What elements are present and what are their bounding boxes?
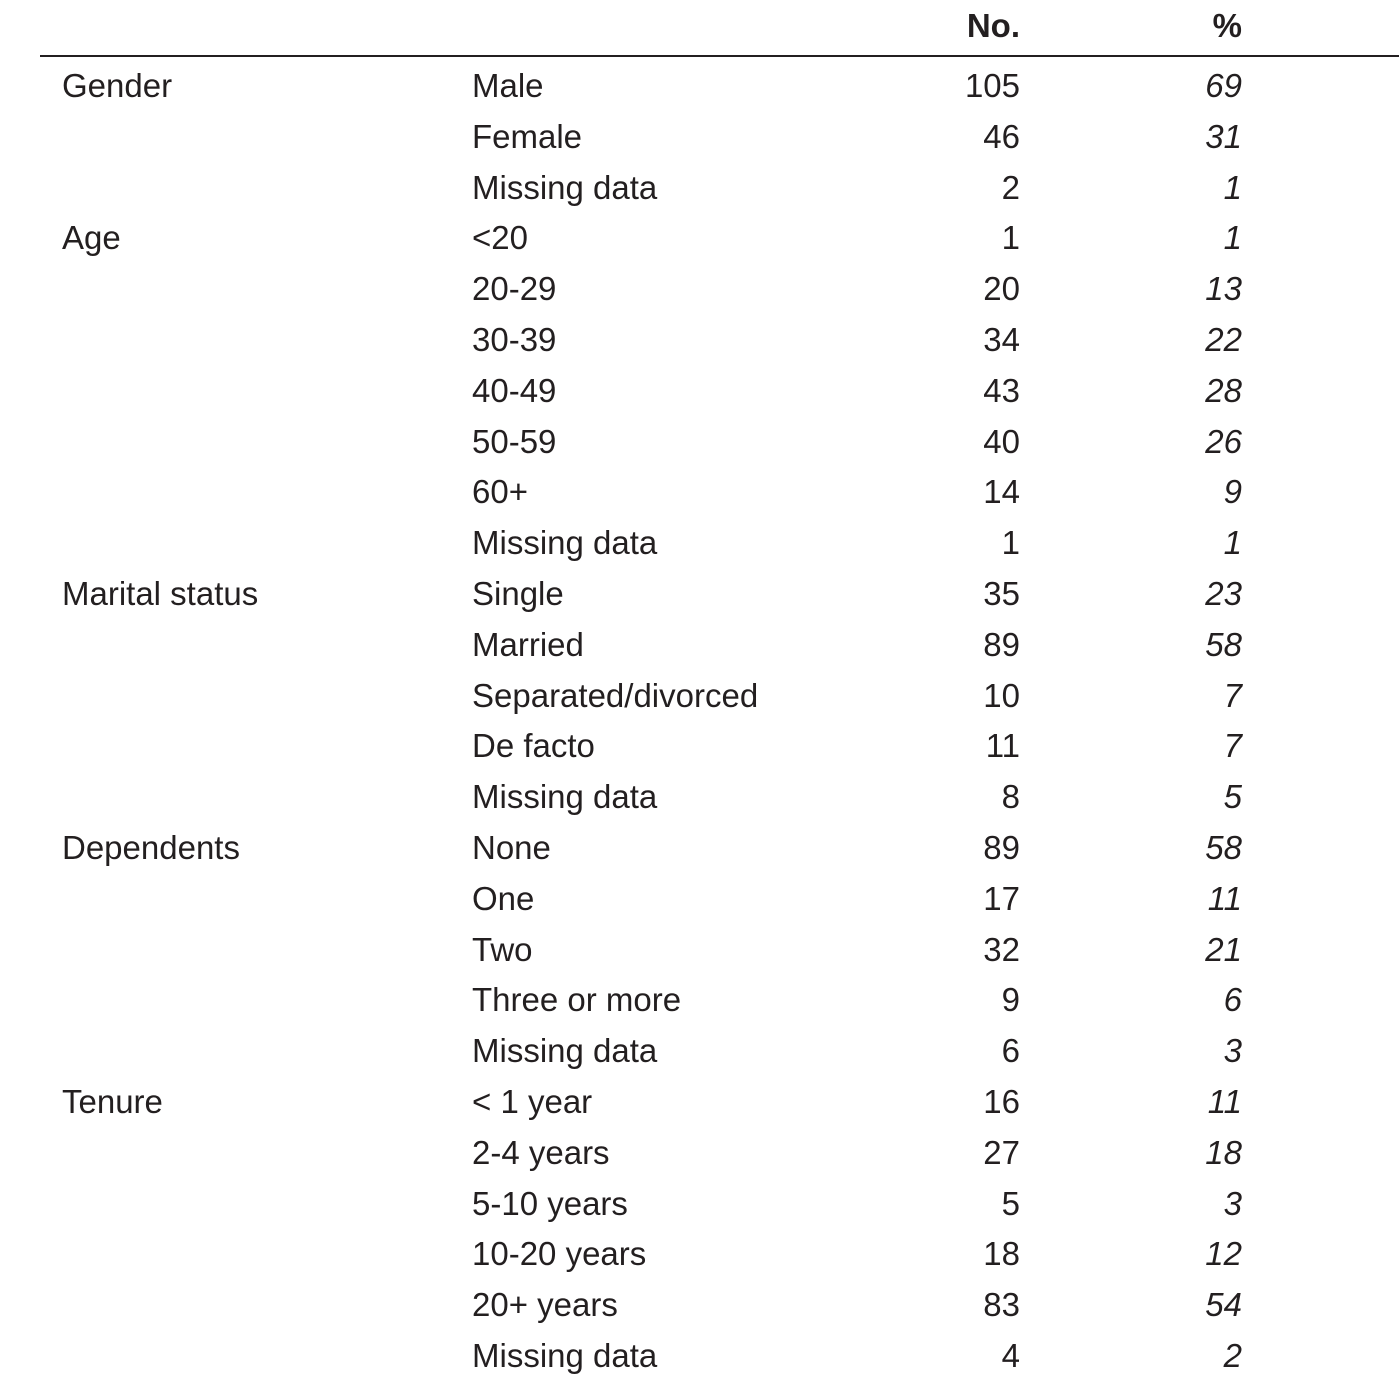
row-subcategory: None [472, 828, 551, 866]
row-percent: 1 [1223, 219, 1242, 257]
row-percent: 28 [1205, 371, 1242, 409]
row-subcategory: 5-10 years [472, 1184, 628, 1222]
row-count: 4 [1001, 1336, 1020, 1374]
row-percent: 1 [1223, 524, 1242, 562]
row-subcategory: 40-49 [472, 371, 557, 409]
table-row [0, 619, 1399, 670]
row-subcategory: Two [472, 930, 533, 968]
row-percent: 1 [1223, 168, 1242, 206]
row-percent: 23 [1205, 574, 1242, 612]
table-row [0, 822, 1399, 873]
row-percent: 54 [1205, 1286, 1242, 1324]
row-count: 14 [983, 473, 1020, 511]
table-row [0, 1279, 1399, 1330]
table-row [0, 162, 1399, 213]
table-row [0, 771, 1399, 822]
row-subcategory: 60+ [472, 473, 528, 511]
table-header [0, 0, 1399, 56]
table-row [0, 1178, 1399, 1229]
row-percent: 5 [1223, 778, 1242, 816]
row-subcategory: Missing data [472, 524, 658, 562]
table-row [0, 60, 1399, 111]
row-subcategory: 20-29 [472, 270, 557, 308]
row-subcategory: Female [472, 117, 583, 155]
row-subcategory: < 1 year [472, 1082, 593, 1120]
row-percent: 21 [1205, 930, 1242, 968]
row-percent: 31 [1205, 117, 1242, 155]
column-header-no: No. [966, 7, 1020, 44]
row-count: 18 [983, 1235, 1020, 1273]
header-rule [40, 55, 1399, 57]
row-count: 16 [983, 1082, 1020, 1120]
row-subcategory: Missing data [472, 1336, 658, 1374]
row-percent: 11 [1207, 879, 1242, 917]
table-row [0, 1330, 1399, 1381]
row-percent: 22 [1205, 320, 1242, 358]
row-count: 40 [983, 422, 1020, 460]
table-row [0, 974, 1399, 1025]
table-row [0, 1127, 1399, 1178]
table-row [0, 873, 1399, 924]
row-percent: 7 [1223, 676, 1242, 714]
row-subcategory: Separated/divorced [472, 676, 759, 714]
row-subcategory: One [472, 879, 535, 917]
row-subcategory: Male [472, 67, 544, 104]
row-subcategory: 10-20 years [472, 1235, 647, 1273]
row-subcategory: De facto [472, 727, 595, 765]
table-row [0, 365, 1399, 416]
table-row [0, 568, 1399, 619]
row-count: 20 [983, 270, 1020, 308]
row-count: 83 [983, 1286, 1020, 1324]
table-row [0, 1076, 1399, 1127]
row-percent: 11 [1207, 1082, 1242, 1120]
table-row [0, 517, 1399, 568]
row-count: 2 [1001, 168, 1020, 206]
table-row [0, 1228, 1399, 1279]
row-subcategory: Married [472, 625, 584, 663]
table-row [0, 212, 1399, 263]
row-percent: 12 [1205, 1235, 1242, 1273]
table-row [0, 1025, 1399, 1076]
row-count: 1 [1001, 219, 1020, 257]
row-count: 8 [1001, 778, 1020, 816]
row-count: 1 [1001, 524, 1020, 562]
row-count: 9 [1001, 981, 1020, 1019]
row-category: Age [62, 219, 121, 257]
column-header-percent: % [1212, 7, 1242, 44]
row-subcategory: 2-4 years [472, 1133, 610, 1171]
row-category: Tenure [62, 1082, 163, 1120]
row-count: 89 [983, 625, 1020, 663]
row-count: 27 [983, 1133, 1020, 1171]
table-row [0, 111, 1399, 162]
row-percent: 58 [1205, 625, 1242, 663]
row-subcategory: 20+ years [472, 1286, 618, 1324]
row-count: 5 [1001, 1184, 1020, 1222]
row-count: 89 [983, 828, 1020, 866]
table-row [0, 416, 1399, 467]
row-category: Gender [62, 67, 173, 104]
row-subcategory: Single [472, 574, 564, 612]
table-row [0, 466, 1399, 517]
row-percent: 18 [1205, 1133, 1242, 1171]
row-category: Dependents [62, 828, 240, 866]
row-count: 10 [983, 676, 1020, 714]
table-row [0, 924, 1399, 975]
row-count: 6 [1001, 1032, 1020, 1070]
row-count: 17 [983, 879, 1020, 917]
row-percent: 7 [1223, 727, 1242, 765]
table-row [0, 263, 1399, 314]
row-percent: 58 [1205, 828, 1242, 866]
table-row [0, 670, 1399, 721]
row-subcategory: 50-59 [472, 422, 557, 460]
row-count: 34 [983, 320, 1020, 358]
row-count: 32 [983, 930, 1020, 968]
row-count: 43 [983, 371, 1020, 409]
row-subcategory: Missing data [472, 778, 658, 816]
row-subcategory: 30-39 [472, 320, 557, 358]
row-percent: 6 [1223, 981, 1242, 1019]
row-subcategory: Missing data [472, 168, 658, 206]
row-subcategory: <20 [472, 219, 528, 257]
row-subcategory: Missing data [472, 1032, 658, 1070]
table-row [0, 314, 1399, 365]
row-percent: 3 [1223, 1184, 1242, 1222]
row-percent: 3 [1223, 1032, 1242, 1070]
row-subcategory: Three or more [472, 981, 682, 1019]
row-percent: 26 [1205, 422, 1242, 460]
table-body [0, 60, 1399, 1381]
row-count: 35 [983, 574, 1020, 612]
row-percent: 69 [1205, 67, 1242, 104]
row-count: 105 [964, 67, 1020, 104]
row-percent: 9 [1223, 473, 1242, 511]
table-row [0, 720, 1399, 771]
row-percent: 13 [1205, 270, 1242, 308]
row-count: 46 [983, 117, 1020, 155]
row-category: Marital status [62, 574, 259, 612]
row-percent: 2 [1223, 1336, 1242, 1374]
row-count: 11 [985, 727, 1020, 765]
